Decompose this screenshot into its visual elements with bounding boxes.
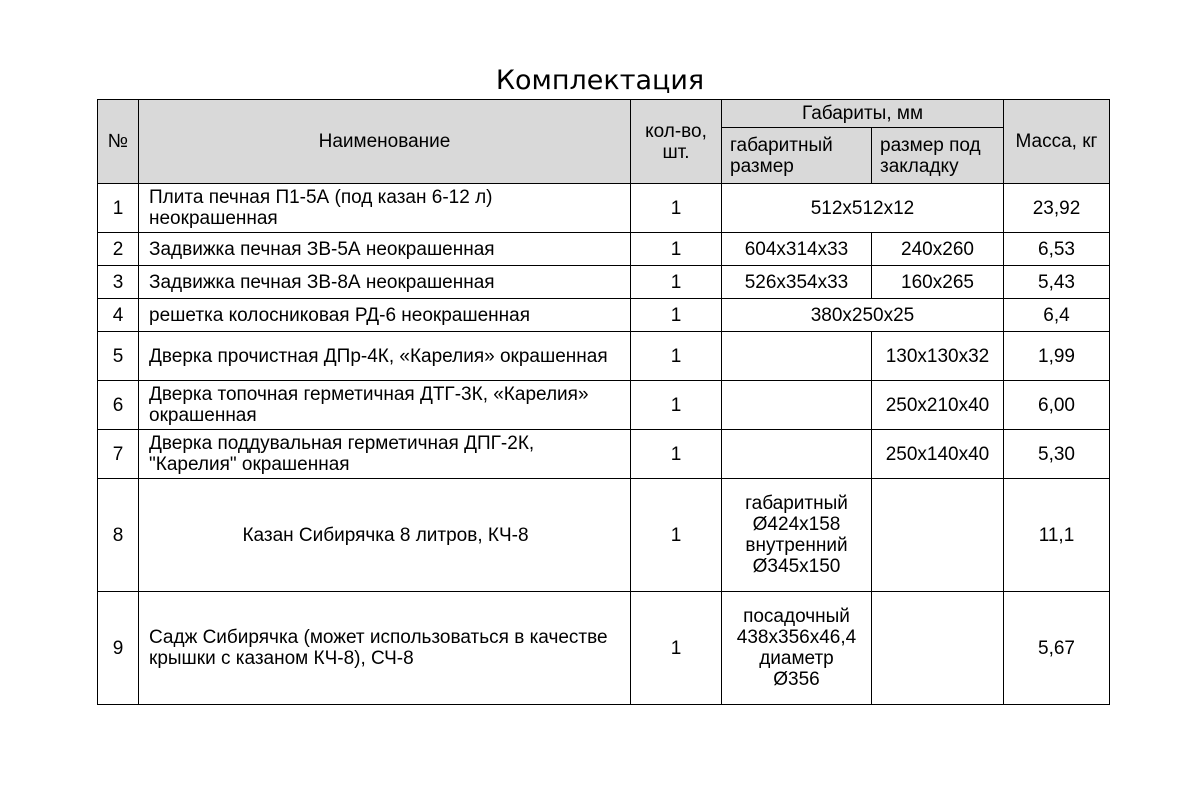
cell-fitting: 130х130х32 xyxy=(872,332,1004,381)
cell-num: 1 xyxy=(98,184,139,233)
header-num: № xyxy=(98,100,139,184)
overall-line: посадочный xyxy=(743,606,850,627)
cell-name: Дверка прочистная ДПр-4К, «Карелия» окрашенная xyxy=(139,332,631,381)
page-title: Комплектация xyxy=(495,65,705,96)
cell-fitting: 250х140х40 xyxy=(872,430,1004,479)
header-overall-size: габаритный размер xyxy=(722,128,872,184)
header-name: Наименование xyxy=(139,100,631,184)
header-qty: кол-во, шт. xyxy=(631,100,722,184)
table-row xyxy=(98,479,1110,592)
cell-name: Задвижка печная ЗВ-8А неокрашенная xyxy=(139,266,631,299)
cell-num: 9 xyxy=(98,592,139,705)
cell-name: Плита печная П1-5А (под казан 6-12 л) неокрашенная xyxy=(139,184,631,233)
table-body xyxy=(98,184,1110,705)
cell-dims-merged: 380х250х25 xyxy=(722,299,1004,332)
table-row xyxy=(98,430,1110,479)
overall-line: Ø424х158 xyxy=(752,514,841,535)
cell-qty: 1 xyxy=(631,233,722,266)
cell-fitting: 250х210х40 xyxy=(872,381,1004,430)
cell-num: 3 xyxy=(98,266,139,299)
cell-qty: 1 xyxy=(631,430,722,479)
cell-mass: 5,43 xyxy=(1004,266,1110,299)
table-row xyxy=(98,381,1110,430)
table-header xyxy=(98,100,1110,184)
table-row xyxy=(98,233,1110,266)
header-fitting-size: размер под закладку xyxy=(872,128,1004,184)
cell-overall: 526х354х33 xyxy=(722,266,872,299)
cell-mass: 23,92 xyxy=(1004,184,1110,233)
cell-qty: 1 xyxy=(631,266,722,299)
cell-dims-merged: 512х512х12 xyxy=(722,184,1004,233)
overall-line: Ø345х150 xyxy=(752,556,841,577)
overall-line: Ø356 xyxy=(773,669,820,690)
cell-num: 8 xyxy=(98,479,139,592)
overall-line: габаритный xyxy=(745,493,848,514)
cell-overall xyxy=(722,430,872,479)
cell-mass: 11,1 xyxy=(1004,479,1110,592)
cell-mass: 6,00 xyxy=(1004,381,1110,430)
cell-name: Дверка топочная герметичная ДТГ-3К, «Карелия» окрашенная xyxy=(139,381,631,430)
specification-table xyxy=(97,99,1110,705)
cell-qty: 1 xyxy=(631,592,722,705)
cell-mass: 5,67 xyxy=(1004,592,1110,705)
table-row xyxy=(98,299,1110,332)
cell-num: 4 xyxy=(98,299,139,332)
cell-overall xyxy=(722,332,872,381)
cell-mass: 6,53 xyxy=(1004,233,1110,266)
cell-num: 7 xyxy=(98,430,139,479)
overall-line: диаметр xyxy=(759,648,834,669)
table-row xyxy=(98,332,1110,381)
cell-fitting xyxy=(872,479,1004,592)
cell-qty: 1 xyxy=(631,332,722,381)
cell-overall xyxy=(722,381,872,430)
cell-overall xyxy=(722,592,872,705)
header-mass: Масса, кг xyxy=(1004,100,1110,184)
overall-line: 438х356х46,4 xyxy=(736,627,857,648)
cell-qty: 1 xyxy=(631,299,722,332)
table-row xyxy=(98,592,1110,705)
cell-num: 5 xyxy=(98,332,139,381)
cell-name: Дверка поддувальная герметичная ДПГ-2К, "Карелия" окрашенная xyxy=(139,430,631,479)
cell-fitting: 160х265 xyxy=(872,266,1004,299)
overall-line: внутренний xyxy=(745,535,848,556)
table-row xyxy=(98,266,1110,299)
cell-mass: 6,4 xyxy=(1004,299,1110,332)
header-dims-group: Габариты, мм xyxy=(722,100,1004,128)
cell-qty: 1 xyxy=(631,184,722,233)
cell-fitting: 240х260 xyxy=(872,233,1004,266)
cell-fitting xyxy=(872,592,1004,705)
cell-overall: 604х314х33 xyxy=(722,233,872,266)
cell-name: Казан Сибирячка 8 литров, КЧ-8 xyxy=(139,479,631,592)
cell-num: 2 xyxy=(98,233,139,266)
cell-name: решетка колосниковая РД-6 неокрашенная xyxy=(139,299,631,332)
cell-qty: 1 xyxy=(631,381,722,430)
cell-mass: 1,99 xyxy=(1004,332,1110,381)
cell-overall xyxy=(722,479,872,592)
cell-qty: 1 xyxy=(631,479,722,592)
table-row xyxy=(98,184,1110,233)
cell-num: 6 xyxy=(98,381,139,430)
cell-mass: 5,30 xyxy=(1004,430,1110,479)
cell-name: Садж Сибирячка (может использоваться в качестве крышки с казаном КЧ-8), СЧ-8 xyxy=(139,592,631,705)
cell-name: Задвижка печная ЗВ-5А неокрашенная xyxy=(139,233,631,266)
